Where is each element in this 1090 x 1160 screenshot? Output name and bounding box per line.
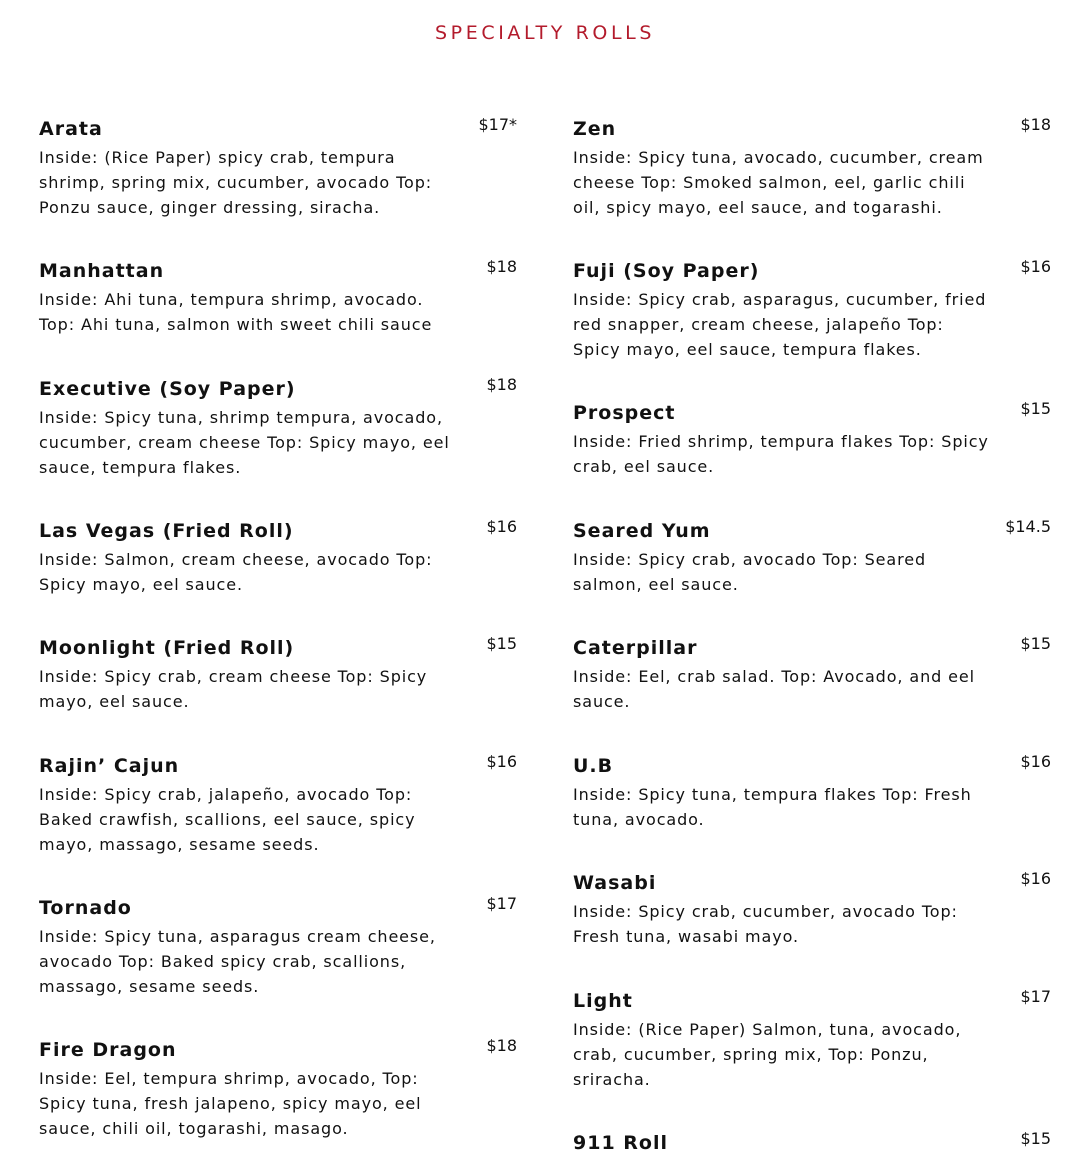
item-price: $18 (486, 375, 517, 394)
item-description: Inside: Fried shrimp, tempura flakes Top: Spicy crab, eel sauce. (573, 432, 989, 476)
menu-item (39, 896, 517, 999)
menu-item (573, 1131, 1051, 1160)
item-name: 911 Roll (573, 1132, 668, 1154)
item-price: $16 (1020, 869, 1051, 888)
item-price: $15 (486, 634, 517, 653)
menu-item (573, 989, 1051, 1092)
item-description: Inside: Spicy crab, jalapeño, avocado Top: Baked crawfish, scallions, eel sauce, spicy mayo, massago, sesame seeds. (39, 785, 416, 854)
menu-item (573, 636, 1051, 715)
item-name: Manhattan (39, 260, 165, 282)
item-name: Light (573, 990, 633, 1012)
item-price: $17 (1020, 987, 1051, 1006)
item-description: Inside: Spicy tuna, tempura flakes Top: Fresh tuna, avocado. (573, 785, 972, 829)
item-price: $15 (1020, 634, 1051, 653)
item-description: Inside: Spicy crab, asparagus, cucumber, fried red snapper, cream cheese, jalapeño Top: Spicy mayo, eel sauce, tempura flakes. (573, 290, 987, 359)
item-description: Inside: Eel, crab salad. Top: Avocado, and eel sauce. (573, 667, 976, 711)
item-description: Inside: Salmon, cream cheese, avocado Top: Spicy mayo, eel sauce. (39, 550, 433, 594)
menu-item (573, 117, 1051, 220)
item-description: Inside: Spicy tuna, asparagus cream cheese, avocado Top: Baked spicy crab, scallions, massago, sesame seeds. (39, 927, 436, 996)
item-price: $17* (478, 115, 517, 134)
item-price: $14.5 (1005, 517, 1051, 536)
item-name: Arata (39, 118, 103, 140)
item-name: Wasabi (573, 872, 657, 894)
menu-item (573, 401, 1051, 480)
menu-item (39, 1038, 517, 1141)
item-description: Inside: (Rice Paper) spicy crab, tempura shrimp, spring mix, cucumber, avocado Top: Ponzu sauce, ginger dressing, siracha. (39, 148, 433, 217)
item-name: Seared Yum (573, 520, 711, 542)
item-price: $16 (486, 517, 517, 536)
menu-item (573, 871, 1051, 950)
item-description: Inside: Spicy tuna, shrimp tempura, avocado, cucumber, cream cheese Top: Spicy mayo, eel sauce, tempura flakes. (39, 408, 450, 477)
item-price: $15 (1020, 399, 1051, 418)
item-price: $18 (1020, 115, 1051, 134)
item-price: $18 (486, 1036, 517, 1055)
menu-item (39, 377, 517, 480)
item-name: Executive (Soy Paper) (39, 378, 296, 400)
menu-item (573, 754, 1051, 833)
menu-item (573, 519, 1051, 598)
item-description: Inside: Spicy crab, cream cheese Top: Spicy mayo, eel sauce. (39, 667, 428, 711)
item-name: Prospect (573, 402, 676, 424)
item-name: Las Vegas (Fried Roll) (39, 520, 294, 542)
item-description: Inside: Eel, tempura shrimp, avocado, Top: Spicy tuna, fresh jalapeno, spicy mayo, eel sauce, chili oil, togarashi, masago. (39, 1069, 422, 1138)
item-description: Inside: Spicy tuna, avocado, cucumber, cream cheese Top: Smoked salmon, eel, garlic chili oil, spicy mayo, eel sauce, and togarashi. (573, 148, 984, 217)
menu-item (39, 259, 517, 338)
menu-item (39, 636, 517, 715)
item-price: $16 (1020, 752, 1051, 771)
item-price: $17 (486, 894, 517, 913)
item-name: Caterpillar (573, 637, 698, 659)
menu-item (573, 259, 1051, 362)
menu-item (39, 117, 517, 220)
item-price: $16 (486, 752, 517, 771)
item-name: Moonlight (Fried Roll) (39, 637, 295, 659)
item-name: U.B (573, 755, 614, 777)
item-name: Zen (573, 118, 617, 140)
item-price: $18 (486, 257, 517, 276)
item-name: Tornado (39, 897, 132, 919)
item-description: Inside: Spicy crab, avocado Top: Seared salmon, eel sauce. (573, 550, 927, 594)
item-description: Inside: Ahi tuna, tempura shrimp, avocado. Top: Ahi tuna, salmon with sweet chili sauce (39, 290, 433, 334)
item-name: Rajin’ Cajun (39, 755, 180, 777)
item-name: Fire Dragon (39, 1039, 177, 1061)
item-name: Fuji (Soy Paper) (573, 260, 760, 282)
item-price: $16 (1020, 257, 1051, 276)
menu-item (39, 754, 517, 857)
item-description: Inside: (Rice Paper) Salmon, tuna, avocado, crab, cucumber, spring mix, Top: Ponzu, sriracha. (573, 1020, 962, 1089)
item-description: Inside: Spicy crab, cucumber, avocado Top: Fresh tuna, wasabi mayo. (573, 902, 958, 946)
menu-item (39, 519, 517, 598)
section-title: SPECIALTY ROLLS (435, 22, 655, 44)
item-price: $15 (1020, 1129, 1051, 1148)
